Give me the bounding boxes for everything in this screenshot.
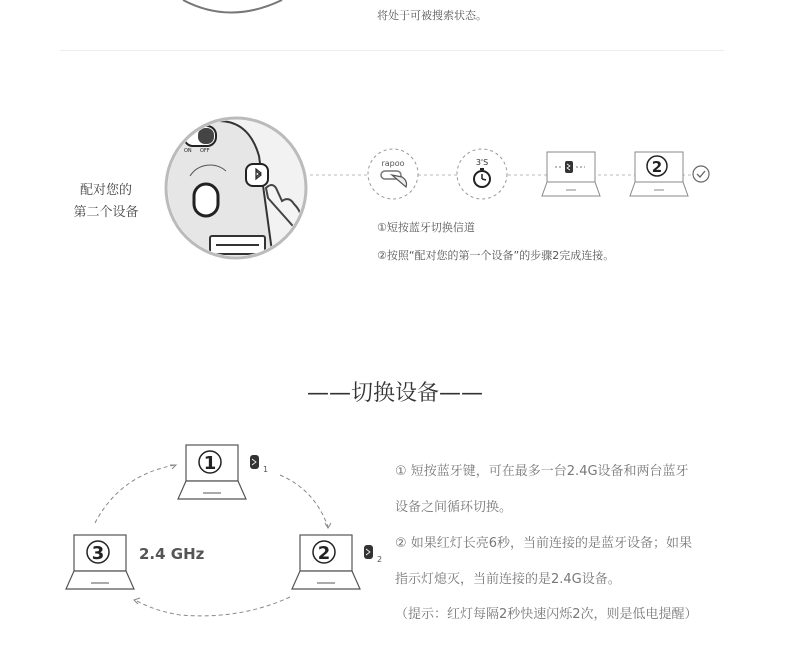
- brand-label: rapoo: [381, 159, 405, 168]
- device-3-label: 2.4 GHz: [139, 545, 205, 563]
- switch-on-label: ON: [184, 148, 192, 154]
- switch-off-label: OFF: [200, 148, 210, 154]
- timer-label: 3'S: [475, 158, 489, 167]
- mouse-closeup-illustration: [164, 116, 309, 261]
- stopwatch-step: [455, 147, 509, 201]
- device-number-label: 2: [651, 158, 663, 176]
- switch-text-line1: ① 短按蓝牙键，可在最多一台2.4G设备和两台蓝牙: [395, 464, 689, 479]
- laptop-icon-device-3: [66, 535, 134, 589]
- laptop-pairing-step: [540, 150, 602, 200]
- pair-step-2-text: ②按照“配对您的第一个设备”的步骤2完成连接。: [377, 249, 615, 262]
- check-circle-icon: [690, 163, 712, 185]
- laptop-icon-device-2: [292, 535, 360, 589]
- bluetooth-icon: [565, 161, 573, 173]
- switch-text-line5: （提示：红灯每隔2秒快速闪烁2次，则是低电提醒）: [395, 607, 698, 622]
- previous-step-note: 将处于可被搜索状态。: [377, 9, 487, 22]
- pair-label-line1: 配对您的: [79, 183, 132, 198]
- device-1-subscript: 1: [263, 465, 269, 474]
- pair-step-1-text: ①短按蓝牙切换信道: [377, 221, 475, 234]
- pair-second-device-label: [62, 180, 150, 224]
- switch-text-line4: 指示灯熄灭，当前连接的是2.4G设备。: [395, 572, 621, 587]
- switch-text-line3: ② 如果红灯长亮6秒，当前连接的是蓝牙设备；如果: [395, 536, 693, 551]
- pair-label-line2: 第二个设备: [73, 205, 139, 220]
- bluetooth-icon: [250, 455, 259, 469]
- laptop-icon-device-1: [178, 445, 246, 499]
- rapoo-button-step: [366, 147, 420, 201]
- device-3-number: 3: [91, 543, 105, 564]
- switch-section-title: ——切换设备——: [306, 381, 483, 406]
- device-1-number: 1: [203, 453, 217, 474]
- section-divider: [60, 50, 724, 51]
- switch-text-line2: 设备之间循环切换。: [395, 500, 513, 515]
- laptop-connected-step: [628, 150, 690, 200]
- device-2-subscript: 2: [377, 555, 383, 564]
- bluetooth-icon: [364, 545, 373, 559]
- device-2-number: 2: [317, 543, 331, 564]
- switch-device-diagram: [60, 435, 390, 625]
